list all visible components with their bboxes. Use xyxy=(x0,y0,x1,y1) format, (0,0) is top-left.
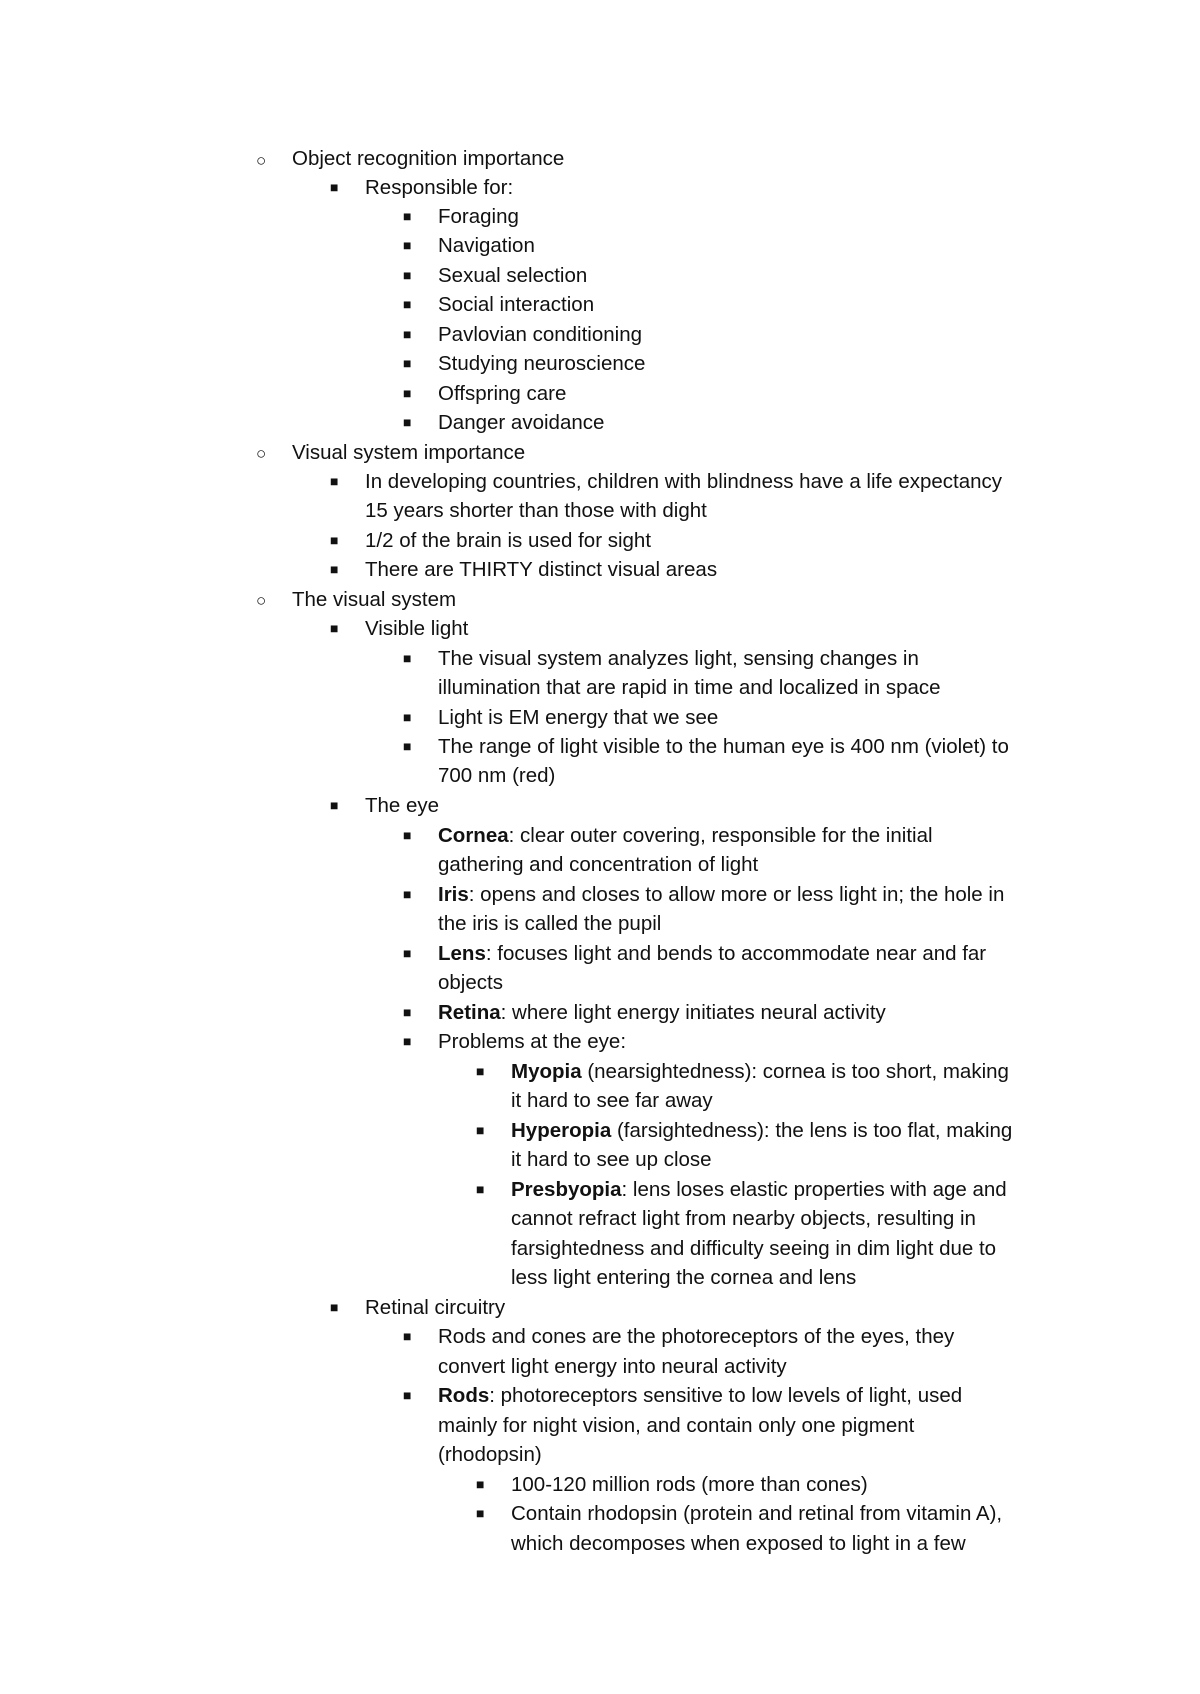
list-item-line: Rods and cones are the photoreceptors of the eyes, they xyxy=(438,1325,955,1348)
circle-bullet-icon: ○ xyxy=(256,444,267,463)
list-item-lens: Lens: focuses light and bends to accommodate near and far xyxy=(438,942,987,965)
list-item-line: it hard to see far away xyxy=(511,1089,713,1112)
square-bullet-icon: ■ xyxy=(330,1299,339,1315)
list-item-the-visual-system: The visual system xyxy=(292,588,457,611)
square-bullet-icon: ■ xyxy=(330,561,339,577)
term-bold: Iris xyxy=(438,883,469,906)
list-item: Social interaction xyxy=(438,293,595,316)
term-bold: Cornea xyxy=(438,824,509,847)
list-item-line: convert light energy into neural activity xyxy=(438,1355,787,1378)
square-bullet-icon: ■ xyxy=(403,355,412,371)
square-bullet-icon: ■ xyxy=(330,620,339,636)
list-item-line: 700 nm (red) xyxy=(438,764,556,787)
list-item: Light is EM energy that we see xyxy=(438,706,719,729)
square-bullet-icon: ■ xyxy=(403,237,412,253)
list-item: Studying neuroscience xyxy=(438,352,646,375)
square-bullet-icon: ■ xyxy=(476,1476,485,1492)
square-bullet-icon: ■ xyxy=(330,473,339,489)
list-item-line: (rhodopsin) xyxy=(438,1443,542,1466)
square-bullet-icon: ■ xyxy=(403,650,412,666)
square-bullet-icon: ■ xyxy=(403,738,412,754)
square-bullet-icon: ■ xyxy=(403,709,412,725)
term-bold: Myopia xyxy=(511,1060,582,1083)
square-bullet-icon: ■ xyxy=(330,179,339,195)
list-item-object-recognition: Object recognition importance xyxy=(292,147,565,170)
list-item-line: The range of light visible to the human eye is 400 nm (violet) to xyxy=(438,735,1009,758)
term-bold: Hyperopia xyxy=(511,1119,612,1142)
square-bullet-icon: ■ xyxy=(330,532,339,548)
term-bold: Lens xyxy=(438,942,486,965)
square-bullet-icon: ■ xyxy=(403,414,412,430)
list-item-the-eye: The eye xyxy=(365,794,440,817)
square-bullet-icon: ■ xyxy=(403,886,412,902)
list-item-myopia: Myopia (nearsightedness): cornea is too short, making xyxy=(511,1060,1009,1083)
square-bullet-icon: ■ xyxy=(403,385,412,401)
list-item-line: 15 years shorter than those with dight xyxy=(365,499,707,522)
list-item-line: In developing countries, children with blindness have a life expectancy xyxy=(365,470,1003,493)
list-item: Pavlovian conditioning xyxy=(438,323,642,346)
square-bullet-icon: ■ xyxy=(476,1505,485,1521)
list-item: Offspring care xyxy=(438,382,567,405)
list-item-problems: Problems at the eye: xyxy=(438,1030,627,1053)
list-item-line: mainly for night vision, and contain only one pigment xyxy=(438,1414,915,1437)
list-item-iris: Iris: opens and closes to allow more or less light in; the hole in xyxy=(438,883,1005,906)
list-item-line: the iris is called the pupil xyxy=(438,912,662,935)
list-item-line: which decomposes when exposed to light in a few xyxy=(511,1532,966,1555)
list-item-visual-system-importance: Visual system importance xyxy=(292,441,526,464)
square-bullet-icon: ■ xyxy=(403,1328,412,1344)
list-item: Sexual selection xyxy=(438,264,588,287)
term-bold: Rods xyxy=(438,1384,490,1407)
list-item-line: it hard to see up close xyxy=(511,1148,712,1171)
list-item-cornea: Cornea: clear outer covering, responsible for the initial xyxy=(438,824,933,847)
list-item-line: gathering and concentration of light xyxy=(438,853,759,876)
list-item-hyperopia: Hyperopia (farsightedness): the lens is too flat, making xyxy=(511,1119,1013,1142)
list-item-responsible-for: Responsible for: xyxy=(365,176,514,199)
list-item-line: less light entering the cornea and lens xyxy=(511,1266,857,1289)
list-item-line: objects xyxy=(438,971,503,994)
list-item-line: Contain rhodopsin (protein and retinal from vitamin A), xyxy=(511,1502,1003,1525)
list-item-presbyopia: Presbyopia: lens loses elastic properties with age and xyxy=(511,1178,1007,1201)
list-item: 1/2 of the brain is used for sight xyxy=(365,529,652,552)
square-bullet-icon: ■ xyxy=(476,1181,485,1197)
square-bullet-icon: ■ xyxy=(403,296,412,312)
square-bullet-icon: ■ xyxy=(403,208,412,224)
list-item: 100-120 million rods (more than cones) xyxy=(511,1473,868,1496)
square-bullet-icon: ■ xyxy=(330,797,339,813)
square-bullet-icon: ■ xyxy=(403,827,412,843)
list-item: There are THIRTY distinct visual areas xyxy=(365,558,718,581)
list-item-line: illumination that are rapid in time and localized in space xyxy=(438,676,941,699)
term-bold: Retina xyxy=(438,1001,501,1024)
list-item-line: The visual system analyzes light, sensing changes in xyxy=(438,647,919,670)
list-item-rods: Rods: photoreceptors sensitive to low levels of light, used xyxy=(438,1384,963,1407)
list-item-line: cannot refract light from nearby objects, resulting in xyxy=(511,1207,976,1230)
square-bullet-icon: ■ xyxy=(403,267,412,283)
list-item-line: farsightedness and difficulty seeing in dim light due to xyxy=(511,1237,997,1260)
square-bullet-icon: ■ xyxy=(476,1063,485,1079)
square-bullet-icon: ■ xyxy=(403,1387,412,1403)
list-item-retinal-circuitry: Retinal circuitry xyxy=(365,1296,506,1319)
square-bullet-icon: ■ xyxy=(403,1004,412,1020)
square-bullet-icon: ■ xyxy=(476,1122,485,1138)
square-bullet-icon: ■ xyxy=(403,326,412,342)
list-item: Navigation xyxy=(438,234,535,257)
circle-bullet-icon: ○ xyxy=(256,591,267,610)
square-bullet-icon: ■ xyxy=(403,1033,412,1049)
square-bullet-icon: ■ xyxy=(403,945,412,961)
list-item: Danger avoidance xyxy=(438,411,605,434)
term-bold: Presbyopia xyxy=(511,1178,622,1201)
list-item: Foraging xyxy=(438,205,519,228)
circle-bullet-icon: ○ xyxy=(256,151,267,170)
list-item-visible-light: Visible light xyxy=(365,617,469,640)
list-item-retina: Retina: where light energy initiates neural activity xyxy=(438,1001,886,1024)
